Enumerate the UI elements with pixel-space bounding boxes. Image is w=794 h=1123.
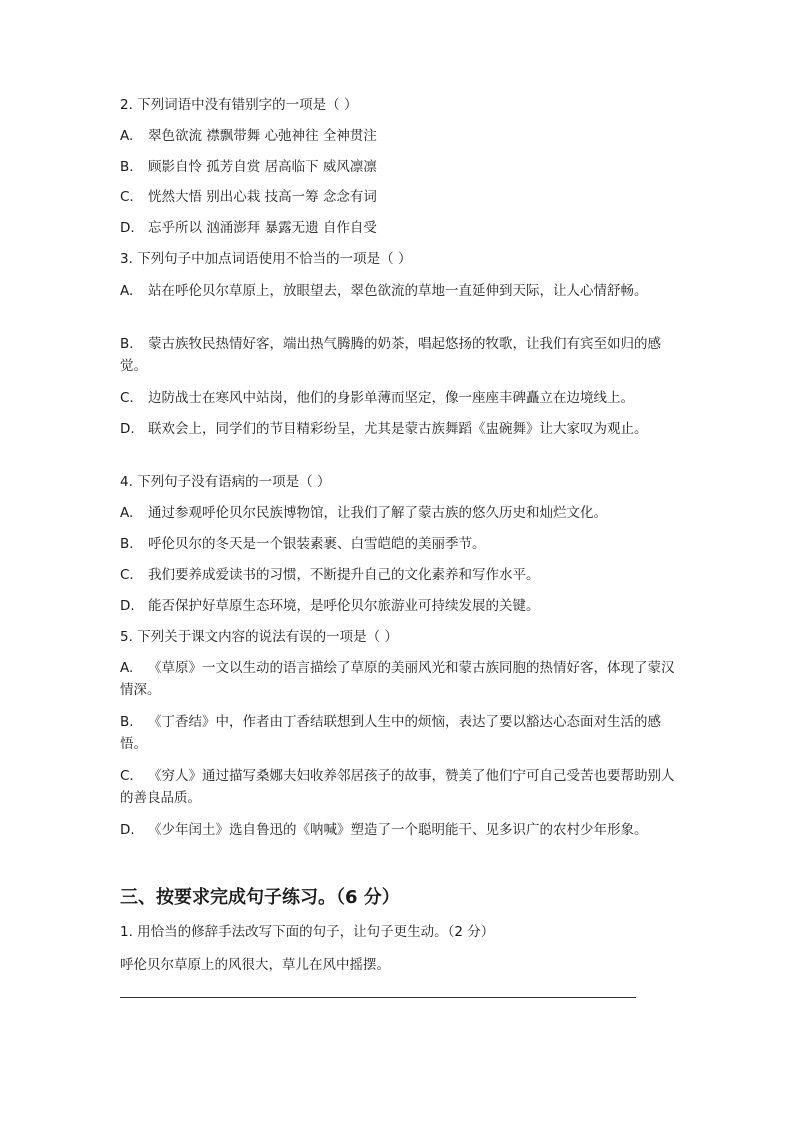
option-label: C. [120,567,134,583]
option-label: D. [120,220,135,236]
option-text: 恍然大悟 别出心栽 技高一筹 念念有词 [148,189,377,205]
q5-stem: 5. 下列关于课文内容的说法有误的一项是（ ） [120,629,398,645]
option-text: 能否保护好草原生态环境，是呼伦贝尔旅游业可持续发展的关键。 [148,598,540,614]
option-text: 《丁香结》中，作者由丁香结联想到人生中的烦恼，表达了要以豁达心态面对生活的感悟。 [120,714,661,752]
q4-option-b [120,534,486,554]
option-label: D. [120,421,135,437]
option-text: 忘乎所以 汹涌澎拜 暴露无遗 自作自受 [148,220,377,236]
option-text: 顾影自怜 孤芳自赏 居高临下 威风凛凛 [148,159,377,175]
q3-option-d [120,418,686,440]
q3-option-a [120,280,686,302]
option-text: 蒙古族牧民热情好客，端出热气腾腾的奶茶，唱起悠扬的牧歌，让我们有宾至如归的感觉。 [120,336,661,374]
option-text: 联欢会上，同学们的节目精彩纷呈，尤其是蒙古族舞蹈《盅碗舞》让大家叹为观止。 [148,421,648,437]
s3-q1-stem: 1. 用恰当的修辞手法改写下面的句子，让句子更生动。（2 分） [120,924,495,940]
q2-stem: 2. 下列词语中没有错别字的一项是（ ） [120,97,358,113]
option-label: A. [120,128,134,144]
option-label: A. [120,660,134,676]
q4-stem: 4. 下列句子没有语病的一项是（ ） [120,474,331,490]
option-label: D. [120,598,135,614]
option-text: 《草原》一文以生动的语言描绘了草原的美丽风光和蒙古族同胞的热情好客，体现了蒙汉情深。 [120,660,675,698]
q5-option-c [120,765,686,809]
option-label: B. [120,536,134,552]
option-text: 《少年闰土》选自鲁迅的《呐喊》塑造了一个聪明能干、见多识广的农村少年形象。 [148,822,648,838]
option-text: 通过参观呼伦贝尔民族博物馆，让我们了解了蒙古族的悠久历史和灿烂文化。 [148,505,607,521]
option-label: C. [120,768,134,784]
q5-option-d [120,819,686,841]
option-label: D. [120,822,135,838]
q2-option-b [120,157,377,177]
q5-option-b [120,711,686,755]
option-label: A. [120,283,134,299]
option-text: 《穷人》通过描写桑娜夫妇收养邻居孩子的故事，赞美了他们宁可自己受苦也要帮助别人的善良品质。 [120,768,675,806]
q4-option-a [120,503,607,523]
option-label: A. [120,505,134,521]
option-text: 站在呼伦贝尔草原上，放眼望去，翠色欲流的草地一直延伸到天际，让人心情舒畅。 [148,283,648,299]
q5-option-a [120,657,686,701]
option-text: 呼伦贝尔的冬天是一个银装素裹、白雪皑皑的美丽季节。 [148,536,486,552]
option-text: 边防战士在寒风中站岗，他们的身影单薄而坚定，像一座座丰碑矗立在边境线上。 [148,390,634,406]
s3-q1-sentence: 呼伦贝尔草原上的风很大，草儿在风中摇摆。 [120,957,390,973]
q2-option-c [120,187,377,207]
q4-option-c [120,565,540,585]
option-text: 我们要养成爱读书的习惯，不断提升自己的文化素养和写作水平。 [148,567,540,583]
q2-option-d [120,218,377,238]
option-label: C. [120,189,134,205]
option-label: B. [120,336,134,352]
answer-blank-line[interactable] [120,997,636,998]
section-heading: 三、按要求完成句子练习。（6 分） [120,887,400,908]
option-label: B. [120,159,134,175]
option-text: 翠色欲流 襟飘带舞 心弛神往 全神贯注 [148,128,377,144]
option-label: B. [120,714,134,730]
q2-option-a [120,126,377,146]
option-label: C. [120,390,134,406]
q3-option-b [120,333,686,377]
q3-stem: 3. 下列句子中加点词语使用不恰当的一项是（ ） [120,251,412,267]
q3-option-c [120,387,700,409]
q4-option-d [120,596,540,616]
